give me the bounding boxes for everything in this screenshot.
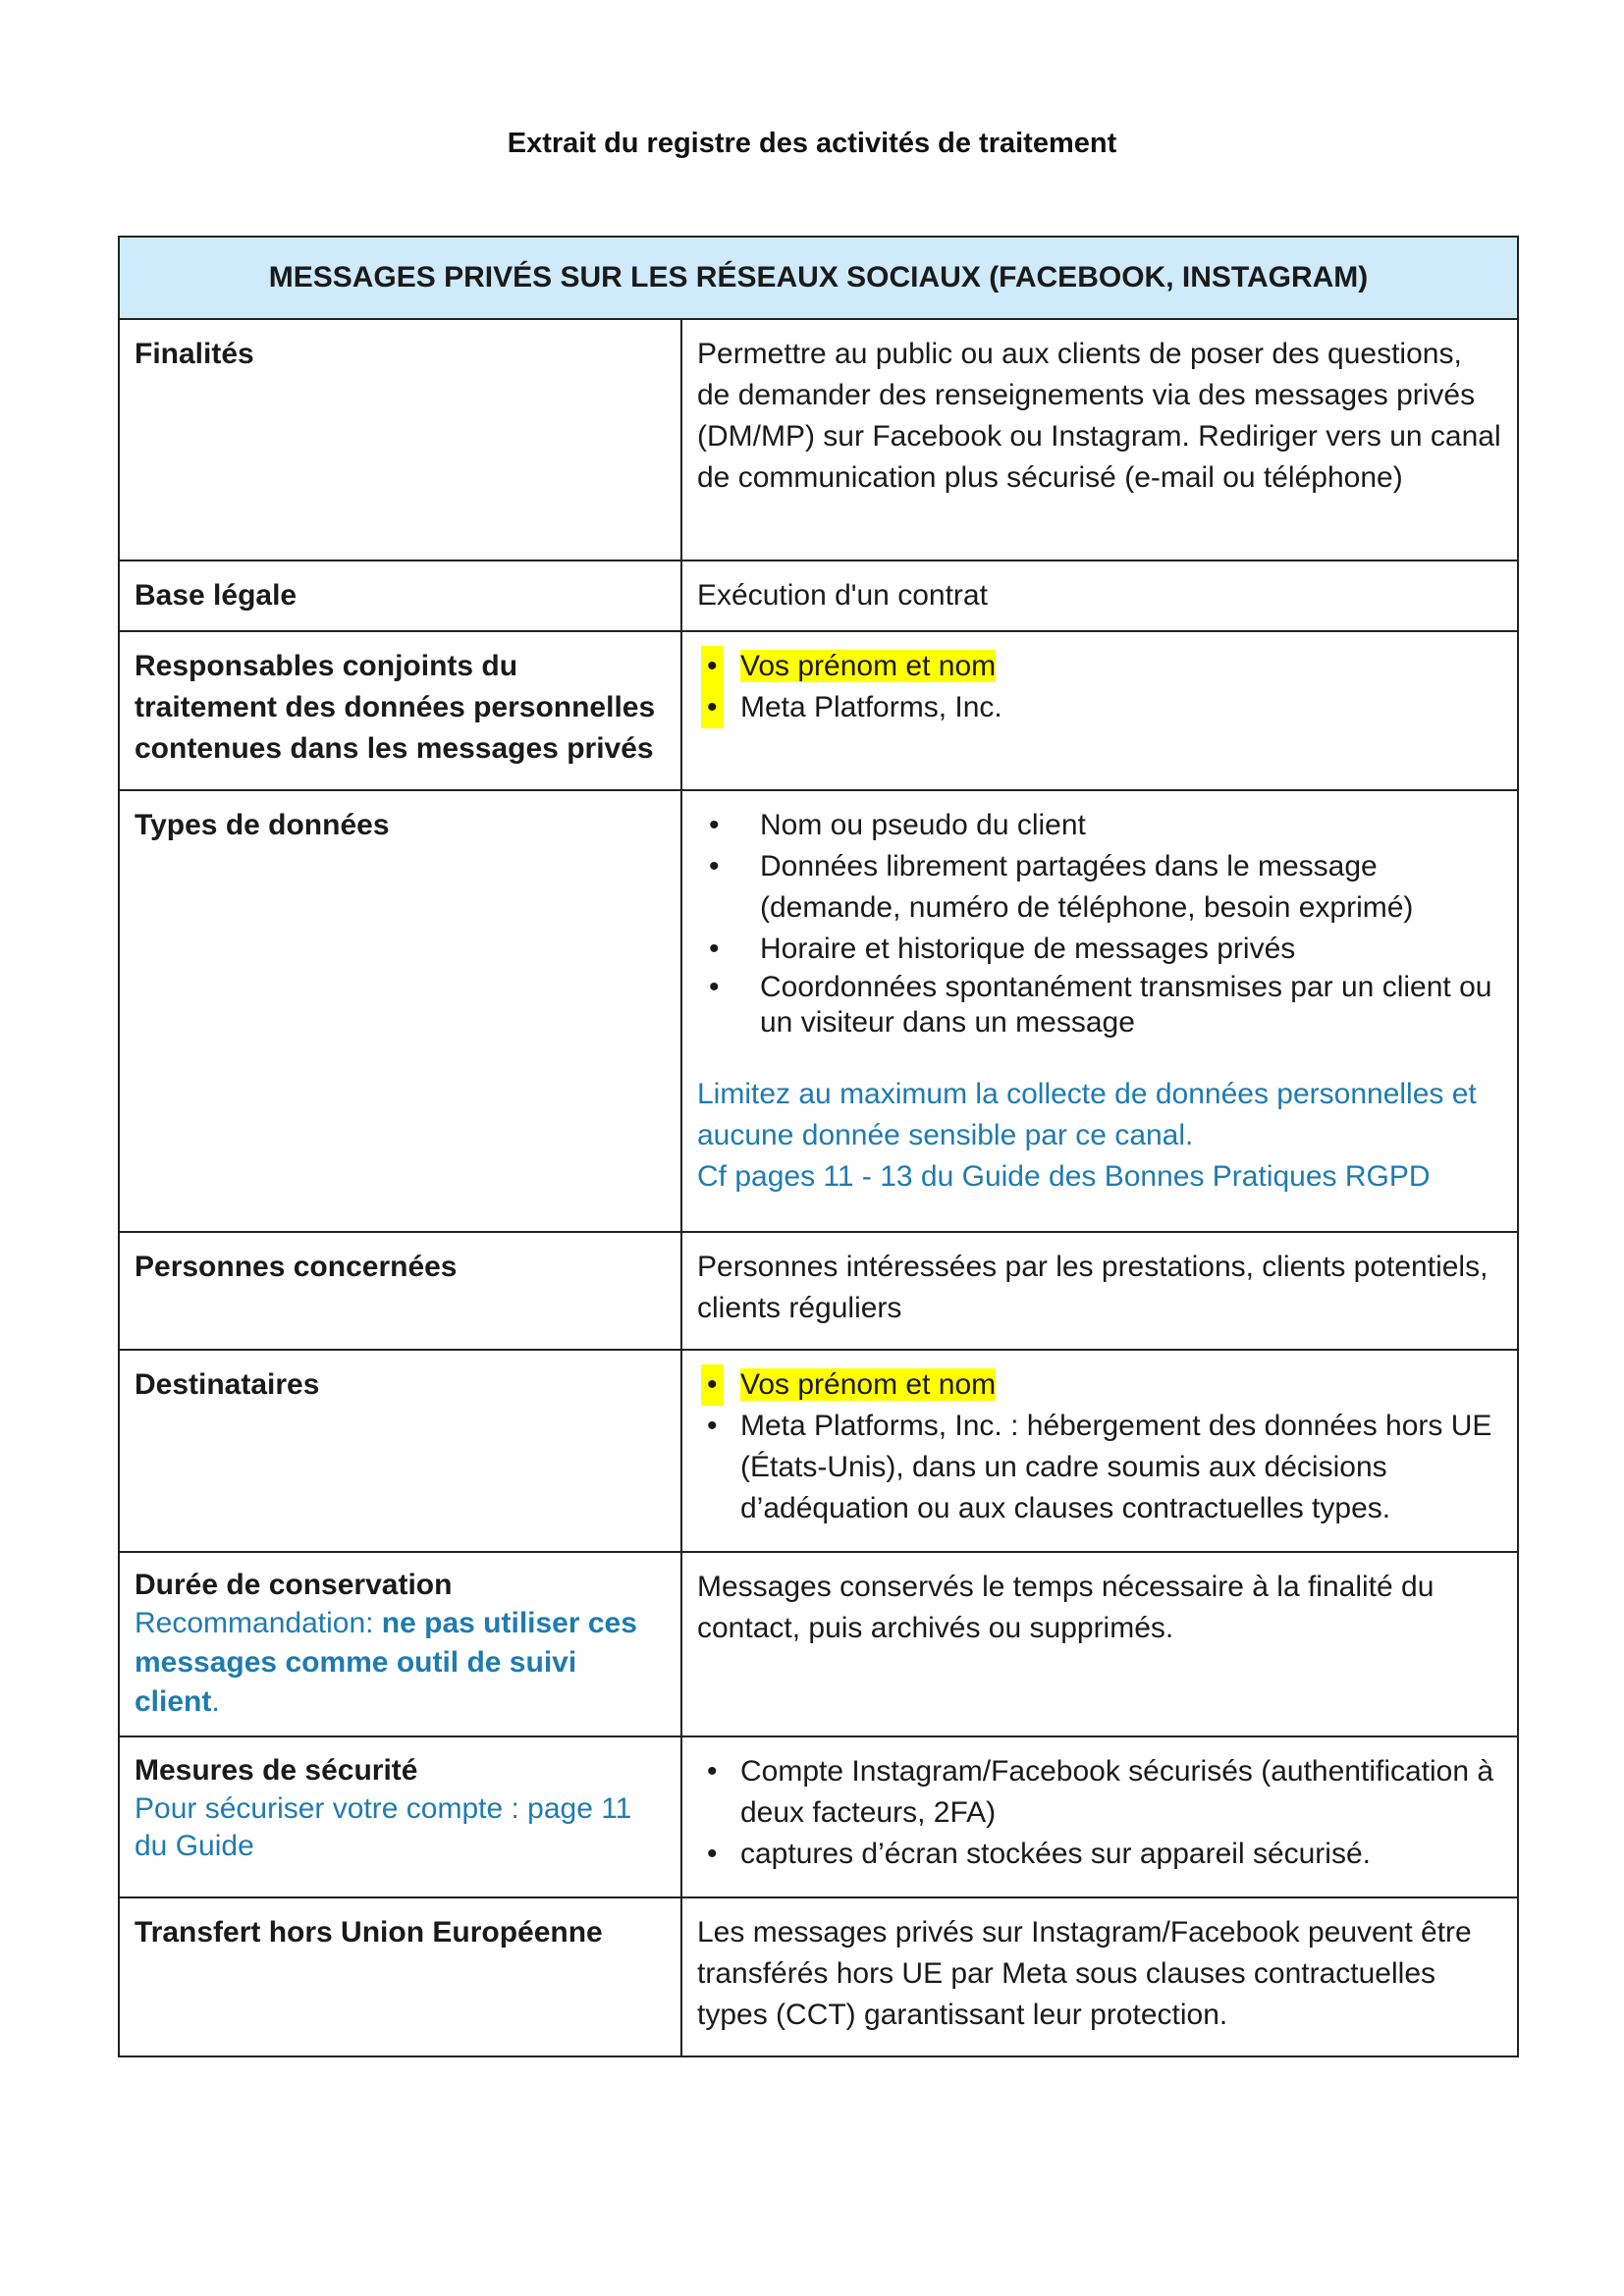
list-item: • Vos prénom et nom [697, 1364, 1502, 1406]
list-item: • Meta Platforms, Inc. [697, 687, 1502, 728]
value-securite [681, 1736, 1518, 1897]
responsables-list [697, 646, 1502, 728]
register-table [118, 236, 1519, 2057]
label-transfert: Transfert hors Union Européenne [119, 1897, 681, 2056]
value-duree: Messages conservés le temps nécessaire à la finalité du contact, puis archivés ou supprimés. [681, 1552, 1518, 1736]
destinataires-list [697, 1364, 1502, 1529]
list-item: • Vos prénom et nom [697, 646, 1502, 687]
list-item: • Meta Platforms, Inc. : hébergement des données hors UE (États-Unis), dans un cadre soumis aux décisions d’adéquation ou aux clauses contractuelles types. [697, 1406, 1502, 1529]
list-item: • Horaire et historique de messages privés [697, 929, 1502, 970]
securite-note: Pour sécuriser votre compte : page 11 du Guide [135, 1792, 632, 1862]
value-personnes: Personnes intéressées par les prestations, clients potentiels, clients réguliers [681, 1232, 1518, 1350]
list-item: • Compte Instagram/Facebook sécurisés (authentification à deux facteurs, 2FA) [697, 1751, 1502, 1834]
list-item: • Données librement partagées dans le message (demande, numéro de téléphone, besoin exprimé) [697, 846, 1502, 929]
row-responsables [119, 631, 1518, 790]
duree-title: Durée de conservation [135, 1569, 453, 1601]
row-base-legale [119, 561, 1518, 631]
label-destinataires: Destinataires [119, 1350, 681, 1552]
row-duree [119, 1552, 1518, 1736]
table-header: MESSAGES PRIVÉS SUR LES RÉSEAUX SOCIAUX (FACEBOOK, INSTAGRAM) [119, 237, 1518, 319]
list-item: • Nom ou pseudo du client [697, 805, 1502, 846]
document-title: Extrait du registre des activités de traitement [507, 128, 1117, 159]
value-responsables [681, 631, 1518, 790]
row-personnes [119, 1232, 1518, 1350]
value-finalites: Permettre au public ou aux clients de poser des questions, de demander des renseignements via des messages privés (DM/MP) sur Facebook ou Instagram. Rediriger vers un canal de communication plus sécurisé (e-mail ou téléphone) [681, 319, 1518, 561]
label-responsables: Responsables conjoints du traitement des données personnelles contenues dans les messages privés [119, 631, 681, 790]
duree-recommendation: Recommandation: ne pas utiliser ces messages comme outil de suivi client. [135, 1607, 637, 1718]
value-types-donnees [681, 790, 1518, 1232]
row-securite [119, 1736, 1518, 1897]
securite-title: Mesures de sécurité [135, 1754, 418, 1787]
row-types-donnees [119, 790, 1518, 1232]
table-header-row [119, 237, 1518, 319]
row-finalites [119, 319, 1518, 561]
types-donnees-list [697, 805, 1502, 1041]
label-finalites: Finalités [119, 319, 681, 561]
value-transfert: Les messages privés sur Instagram/Facebook peuvent être transférés hors UE par Meta sous clauses contractuelles types (CCT) garantissant leur protection. [681, 1897, 1518, 2056]
row-transfert [119, 1897, 1518, 2056]
list-item: • Coordonnées spontanément transmises par un client ou un visiteur dans un message [697, 970, 1502, 1041]
label-personnes: Personnes concernées [119, 1232, 681, 1350]
label-types-donnees: Types de données [119, 790, 681, 1232]
guide-reference: Cf pages 11 - 13 du Guide des Bonnes Pratiques RGPD [697, 1160, 1431, 1193]
value-base-legale: Exécution d'un contrat [681, 561, 1518, 631]
label-base-legale: Base légale [119, 561, 681, 631]
types-donnees-note: Limitez au maximum la collecte de données personnelles et aucune donnée sensible par ce canal. [697, 1078, 1477, 1151]
value-destinataires [681, 1350, 1518, 1552]
label-duree [119, 1552, 681, 1736]
securite-list [697, 1751, 1502, 1875]
label-securite [119, 1736, 681, 1897]
list-item: • captures d’écran stockées sur appareil sécurisé. [697, 1834, 1502, 1875]
row-destinataires [119, 1350, 1518, 1552]
